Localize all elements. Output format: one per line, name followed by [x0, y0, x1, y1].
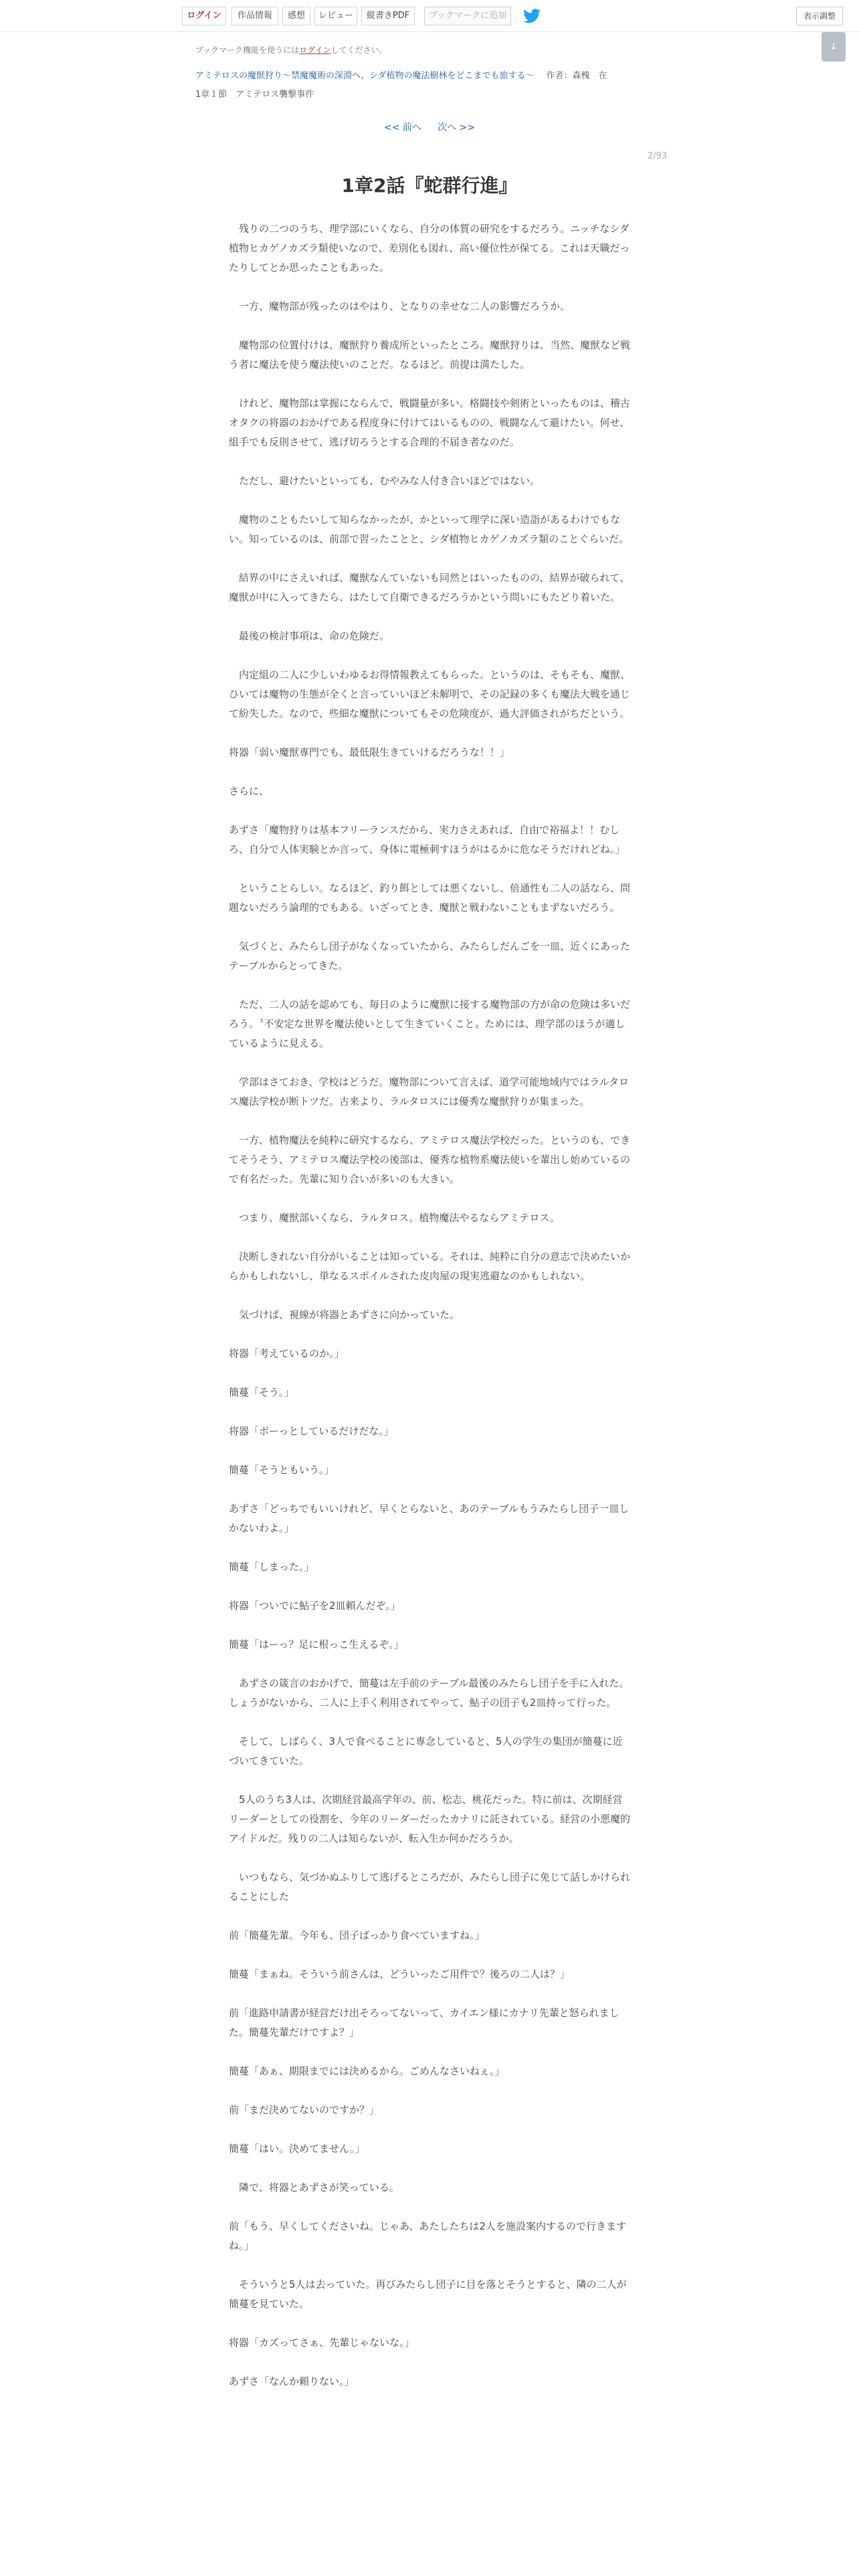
body-paragraph: 簡蔓「しまった。」: [229, 1561, 314, 1573]
body-paragraph: 将器「ボーっとしているだけだな。」: [229, 1425, 394, 1437]
body-paragraph: いつもなら、気づかぬふりして逃げるところだが、みたらし団子に免じて話しかけられることにした: [229, 1871, 631, 1903]
body-paragraph: 隣で、将器とあずさが笑っている。: [229, 2181, 399, 2193]
author-label: 作者：: [546, 71, 573, 81]
prev-page-link[interactable]: << 前へ: [383, 122, 421, 133]
author-name: 森槐 在: [572, 71, 607, 81]
page-number: 2/93: [648, 151, 668, 161]
body-paragraph: 気づくと、みたらし団子がなくなっていたから、みたらしだんごを一皿、近くにあったテーブルからとってきた。: [229, 940, 630, 972]
body-paragraph: 学部はさておき、学校はどうだ。魔物部について言えば、道学可能地域内ではラルタロス魔法学校が断トツだ。古来より、ラルタロスには優秀な魔獣狩りが集まった。: [229, 1076, 630, 1107]
body-paragraph: あずさ「どっちでもいいけれど、早くとらないと、あのテーブルもうみたらし団子一皿しかないわよ。」: [229, 1503, 630, 1534]
body-paragraph: 前「もう、早くしてくださいね。じゃあ、あたしたちは2人を施設案内するので行きますね。」: [229, 2220, 626, 2252]
body-paragraph: 魔物のこともたいして知らなかったが、かといって理学に深い造詣があるわけでもない。知っているのは、前部で習ったことと、シダ植物ヒカゲノカズラ類のことぐらいだ。: [229, 514, 630, 545]
body-paragraph: ただし、避けたいといっても、むやみな人付き合いほどではない。: [229, 475, 541, 487]
body-paragraph: ということらしい。なるほど、釣り餌としては悪くないし、倍通性も二人の話なら、問題ないだろう論理的でもある。いざってとき、魔獣と戦わないこともまずないだろう。: [229, 882, 631, 914]
body-paragraph: 最後の検討事項は、命の危険だ。: [229, 630, 390, 642]
series-title-link[interactable]: アミテロスの魔獣狩り〜禁魔魔術の深淵へ、シダ植物の魔法樹林をどこまでも旅する〜: [195, 71, 535, 81]
series-info: [195, 67, 650, 104]
notice-text-before: ブックマーク機能を使うには: [195, 45, 300, 55]
next-page-link[interactable]: 次へ >>: [438, 122, 476, 133]
body-paragraph: つまり、魔獣部いくなら、ラルタロス。植物魔法やるならアミテロス。: [229, 1212, 560, 1224]
body-paragraph: そういうと5人は去っていた。再びみたらし団子に目を落とそうとすると、隣の二人が簡蔓を見ていた。: [229, 2278, 627, 2310]
body-paragraph: けれど、魔物部は掌握にならんで、戦闘量が多い。格闘技や剣術といったものは、稽古オタクの将器のおかげである程度身に付けてはいるものの、戦闘なんて避けたい。何せ、組手でも反則させて、逃げ切ろうとする合理的不届き者なのだ。: [229, 397, 630, 448]
body-paragraph: 簡蔓「そう。」: [229, 1386, 294, 1398]
body-paragraph: 内定組の二人に少しいわゆるお得情報教えてもらった。というのは、そもそも、魔獣、ひいては魔物の生態が全くと言っていいほど未解明で、その記録の多くも魔法大戦を通じて紛失した。なので、些細な魔獣についてもその危険度が、過大評価されがちだという。: [229, 669, 631, 720]
notice-login-link[interactable]: ログイン: [299, 45, 331, 55]
body-paragraph: 簡蔓「はい。決めてません。」: [229, 2143, 365, 2155]
body-paragraph: 将器「カズってさぁ、先輩じゃないな。」: [229, 2337, 415, 2349]
body-paragraph: 一方、植物魔法を純粋に研究するなら、アミテロス魔法学校だった。というのも、できてそうそう、アミテロス魔法学校の後部は、優秀な植物系魔法使いを輩出し始めているので有名だった。先輩に知り合いが多いのも大きい。: [229, 1134, 631, 1185]
body-paragraph: 簡蔓「まぁね。そういう前さんは、どういったご用件で？後ろの二人は？」: [229, 1968, 571, 1980]
body-paragraph: 結界の中にさえいれば、魔獣なんていないも同然とはいったものの、結界が破られて、魔獣が中に入ってきたら、はたして自衛できるだろうかという問いにもたどり着いた。: [229, 572, 630, 603]
body-paragraph: 将器「弱い魔獣専門でも、最低限生きていけるだろうな！！」: [229, 746, 510, 758]
bookmark-login-notice: [195, 44, 387, 56]
body-paragraph: 決断しきれない自分がいることは知っている。それは、純粋に自分の意志で決めたいからかもしれないし、単なるスポイルされた皮肉屋の現実逃避なのかもしれない。: [229, 1251, 631, 1282]
body-paragraph: 気づけば、視線が将器とあずさに向かっていた。: [229, 1309, 460, 1321]
impressions-button[interactable]: 感想: [282, 7, 310, 25]
body-paragraph: あずさ「魔物狩りは基本フリーランスだから、実力さえあれば、自由で裕福よ！！むしろ、自分で人体実験とか言って、身体に電極刺すほうがはるかに危なそうだけれどね。」: [229, 824, 626, 855]
body-paragraph: ただ、二人の話を認めても、毎日のように魔獣に接する魔物部の方が命の危険は多いだろう。〝不安定な世界を魔法使いとして生きていくこと〟ためには、理学部のほうが適しているように見える。: [229, 998, 631, 1049]
body-paragraph: 簡蔓「はーっ？足に根っこ生えるぞ。」: [229, 1638, 404, 1650]
body-paragraph: 簡蔓「あぁ、期限までには決めるから。ごめんなさいねぇ。」: [229, 2065, 505, 2077]
chapter-title: 1章１節 アミテロス襲撃事件: [195, 90, 314, 100]
body-paragraph: 前「まだ決めてないのですか？」: [229, 2104, 380, 2116]
body-paragraph: 前「進路申請書が経営だけ出そろってないって、カイエン様にカナリ先輩と怒られました。簡蔓先輩だけですよ？」: [229, 2007, 619, 2038]
body-paragraph: 魔物部の位置付けは、魔獣狩り養成所といったところ。魔獣狩りは、当然、魔獣など戦う者に魔法を使う魔法使いのことだ。なるほど。前提は満たした。: [229, 339, 631, 370]
review-button[interactable]: レビュー: [314, 7, 357, 25]
pager: [0, 120, 859, 134]
body-paragraph: さらに、: [229, 785, 270, 797]
display-settings-button[interactable]: 表示調整: [796, 7, 843, 25]
body-paragraph: そして、しばらく、3人で食べることに専念していると、5人の学生の集団が簡蔓に近づいてきていた。: [229, 1735, 623, 1767]
vertical-pdf-button[interactable]: 縦書きPDF: [361, 7, 415, 25]
twitter-bird-icon[interactable]: [523, 8, 541, 24]
body-paragraph: 将器「考えているのか。」: [229, 1348, 345, 1360]
body-paragraph: 5人のうち3人は、次期経営最高学年の、前、松志、桃花だった。特に前は、次期経営リーダーとしての役割を、今年のリーダーだったカナリに託されている。経営の小悪魔的アイドルだ。残りの二人は知らないが、転入生か何かだろうか。: [229, 1794, 631, 1844]
episode-title: 1章2話『蛇群行進』: [341, 175, 518, 197]
work-info-button[interactable]: 作品情報: [231, 7, 278, 25]
scroll-down-icon[interactable]: ↓: [822, 32, 846, 62]
body-paragraph: 前「簡蔓先輩。今年も、団子ばっかり食べていますね。」: [229, 1929, 485, 1941]
body-paragraph: 将器「ついでに鮎子を2皿頼んだぞ。」: [229, 1600, 401, 1612]
body-paragraph: あずさ「なんか頼りない。」: [229, 2375, 355, 2387]
top-navigation-bar: [0, 0, 859, 32]
login-button[interactable]: ログイン: [182, 7, 226, 25]
add-bookmark-button[interactable]: ブックマークに追加: [424, 7, 511, 25]
body-paragraph: 簡蔓「そうともいう。」: [229, 1464, 335, 1476]
notice-text-after: してください。: [330, 45, 387, 55]
novel-body: [229, 219, 630, 2391]
body-paragraph: 残りの二つのうち、理学部にいくなら、自分の体質の研究をするだろう。ニッチなシダ植物ヒカゲノカズラ類使いなので、差別化も図れ、高い優位性が保てる。これは天職だったりしてとか思ったこともあった。: [229, 223, 630, 274]
body-paragraph: 一方、魔物部が残ったのはやはり、となりの幸せな二人の影響だろうか。: [229, 300, 571, 312]
body-paragraph: あずさの箴言のおかげで、簡蔓は左手前のテーブル最後のみたらし団子を手に入れた。しょうがないから、二人に上手く利用されてやって、鮎子の団子も2皿持って行った。: [229, 1677, 630, 1709]
